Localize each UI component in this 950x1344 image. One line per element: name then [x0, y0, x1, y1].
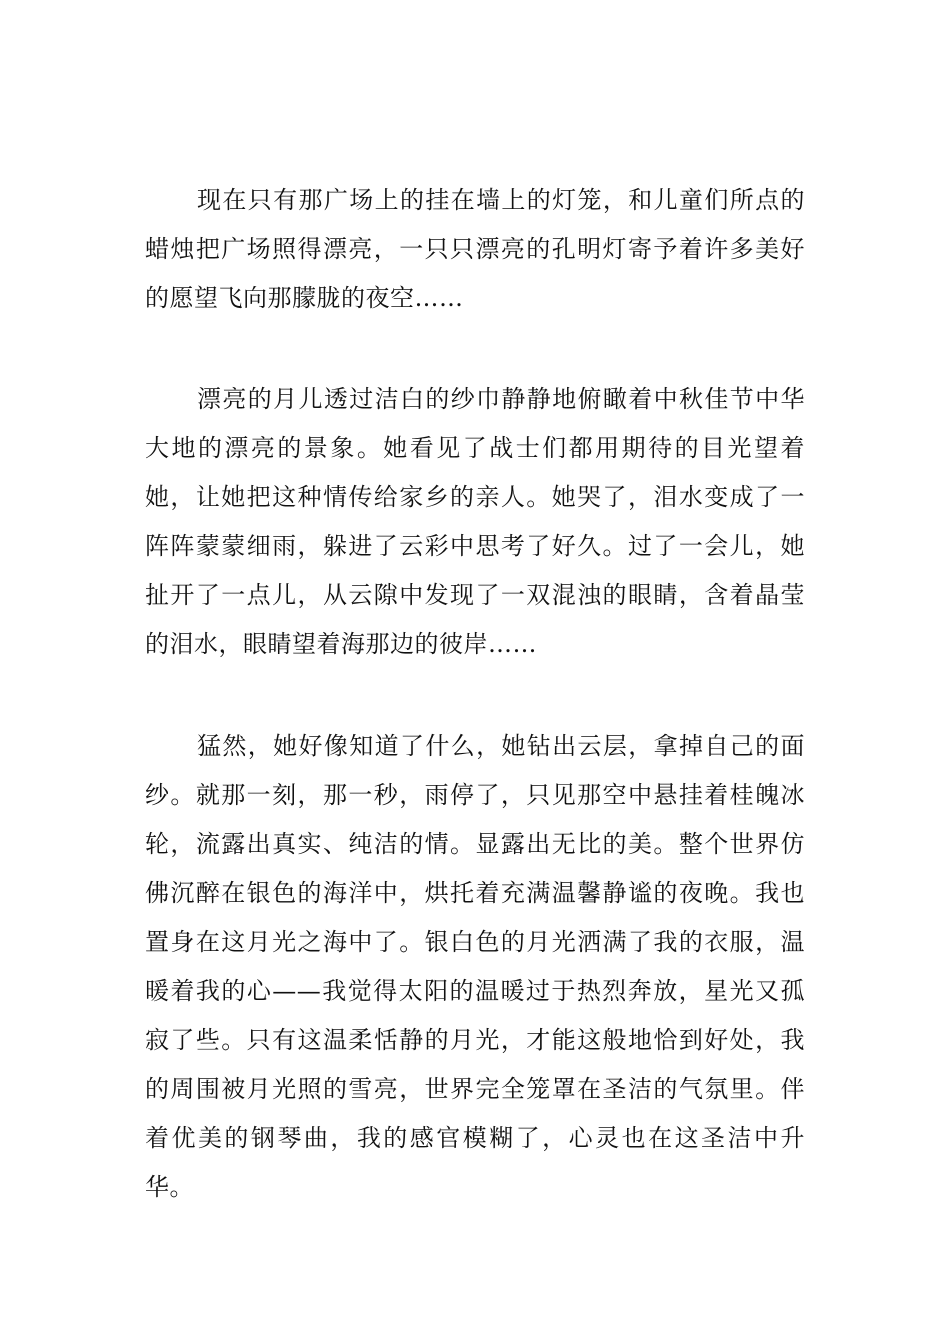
paragraph-moon-veil: 漂亮的月儿透过洁白的纱巾静静地俯瞰着中秋佳节中华大地的漂亮的景象。她看见了战士们都用期待的目光望着她，让她把这种情传给家乡的亲人。她哭了，泪水变成了一阵阵蒙蒙细雨，躲进了云彩中思考了好久。过了一会儿，她扯开了一点儿，从云隙中发现了一双混浊的眼睛，含着晶莹的泪水，眼睛望着海那边的彼岸……	[145, 385, 805, 658]
paragraph-lanterns: 现在只有那广场上的挂在墙上的灯笼，和儿童们所点的蜡烛把广场照得漂亮，一只只漂亮的孔明灯寄予着许多美好的愿望飞向那朦胧的夜空……	[145, 186, 805, 312]
paragraph-moonlight: 猛然，她好像知道了什么，她钻出云层，拿掉自己的面纱。就那一刻，那一秒，雨停了，只见那空中悬挂着桂魄冰轮，流露出真实、纯洁的情。显露出无比的美。整个世界仿佛沉醉在银色的海洋中，烘托着充满温馨静谧的夜晚。我也置身在这月光之海中了。银白色的月光洒满了我的衣服，温暖着我的心——我觉得太阳的温暖过于热烈奔放，星光又孤寂了些。只有这温柔恬静的月光，才能这般地恰到好处，我的周围被月光照的雪亮，世界完全笼罩在圣洁的气氛里。伴着优美的钢琴曲，我的感官模糊了，心灵也在这圣洁中升华。	[145, 732, 805, 1201]
